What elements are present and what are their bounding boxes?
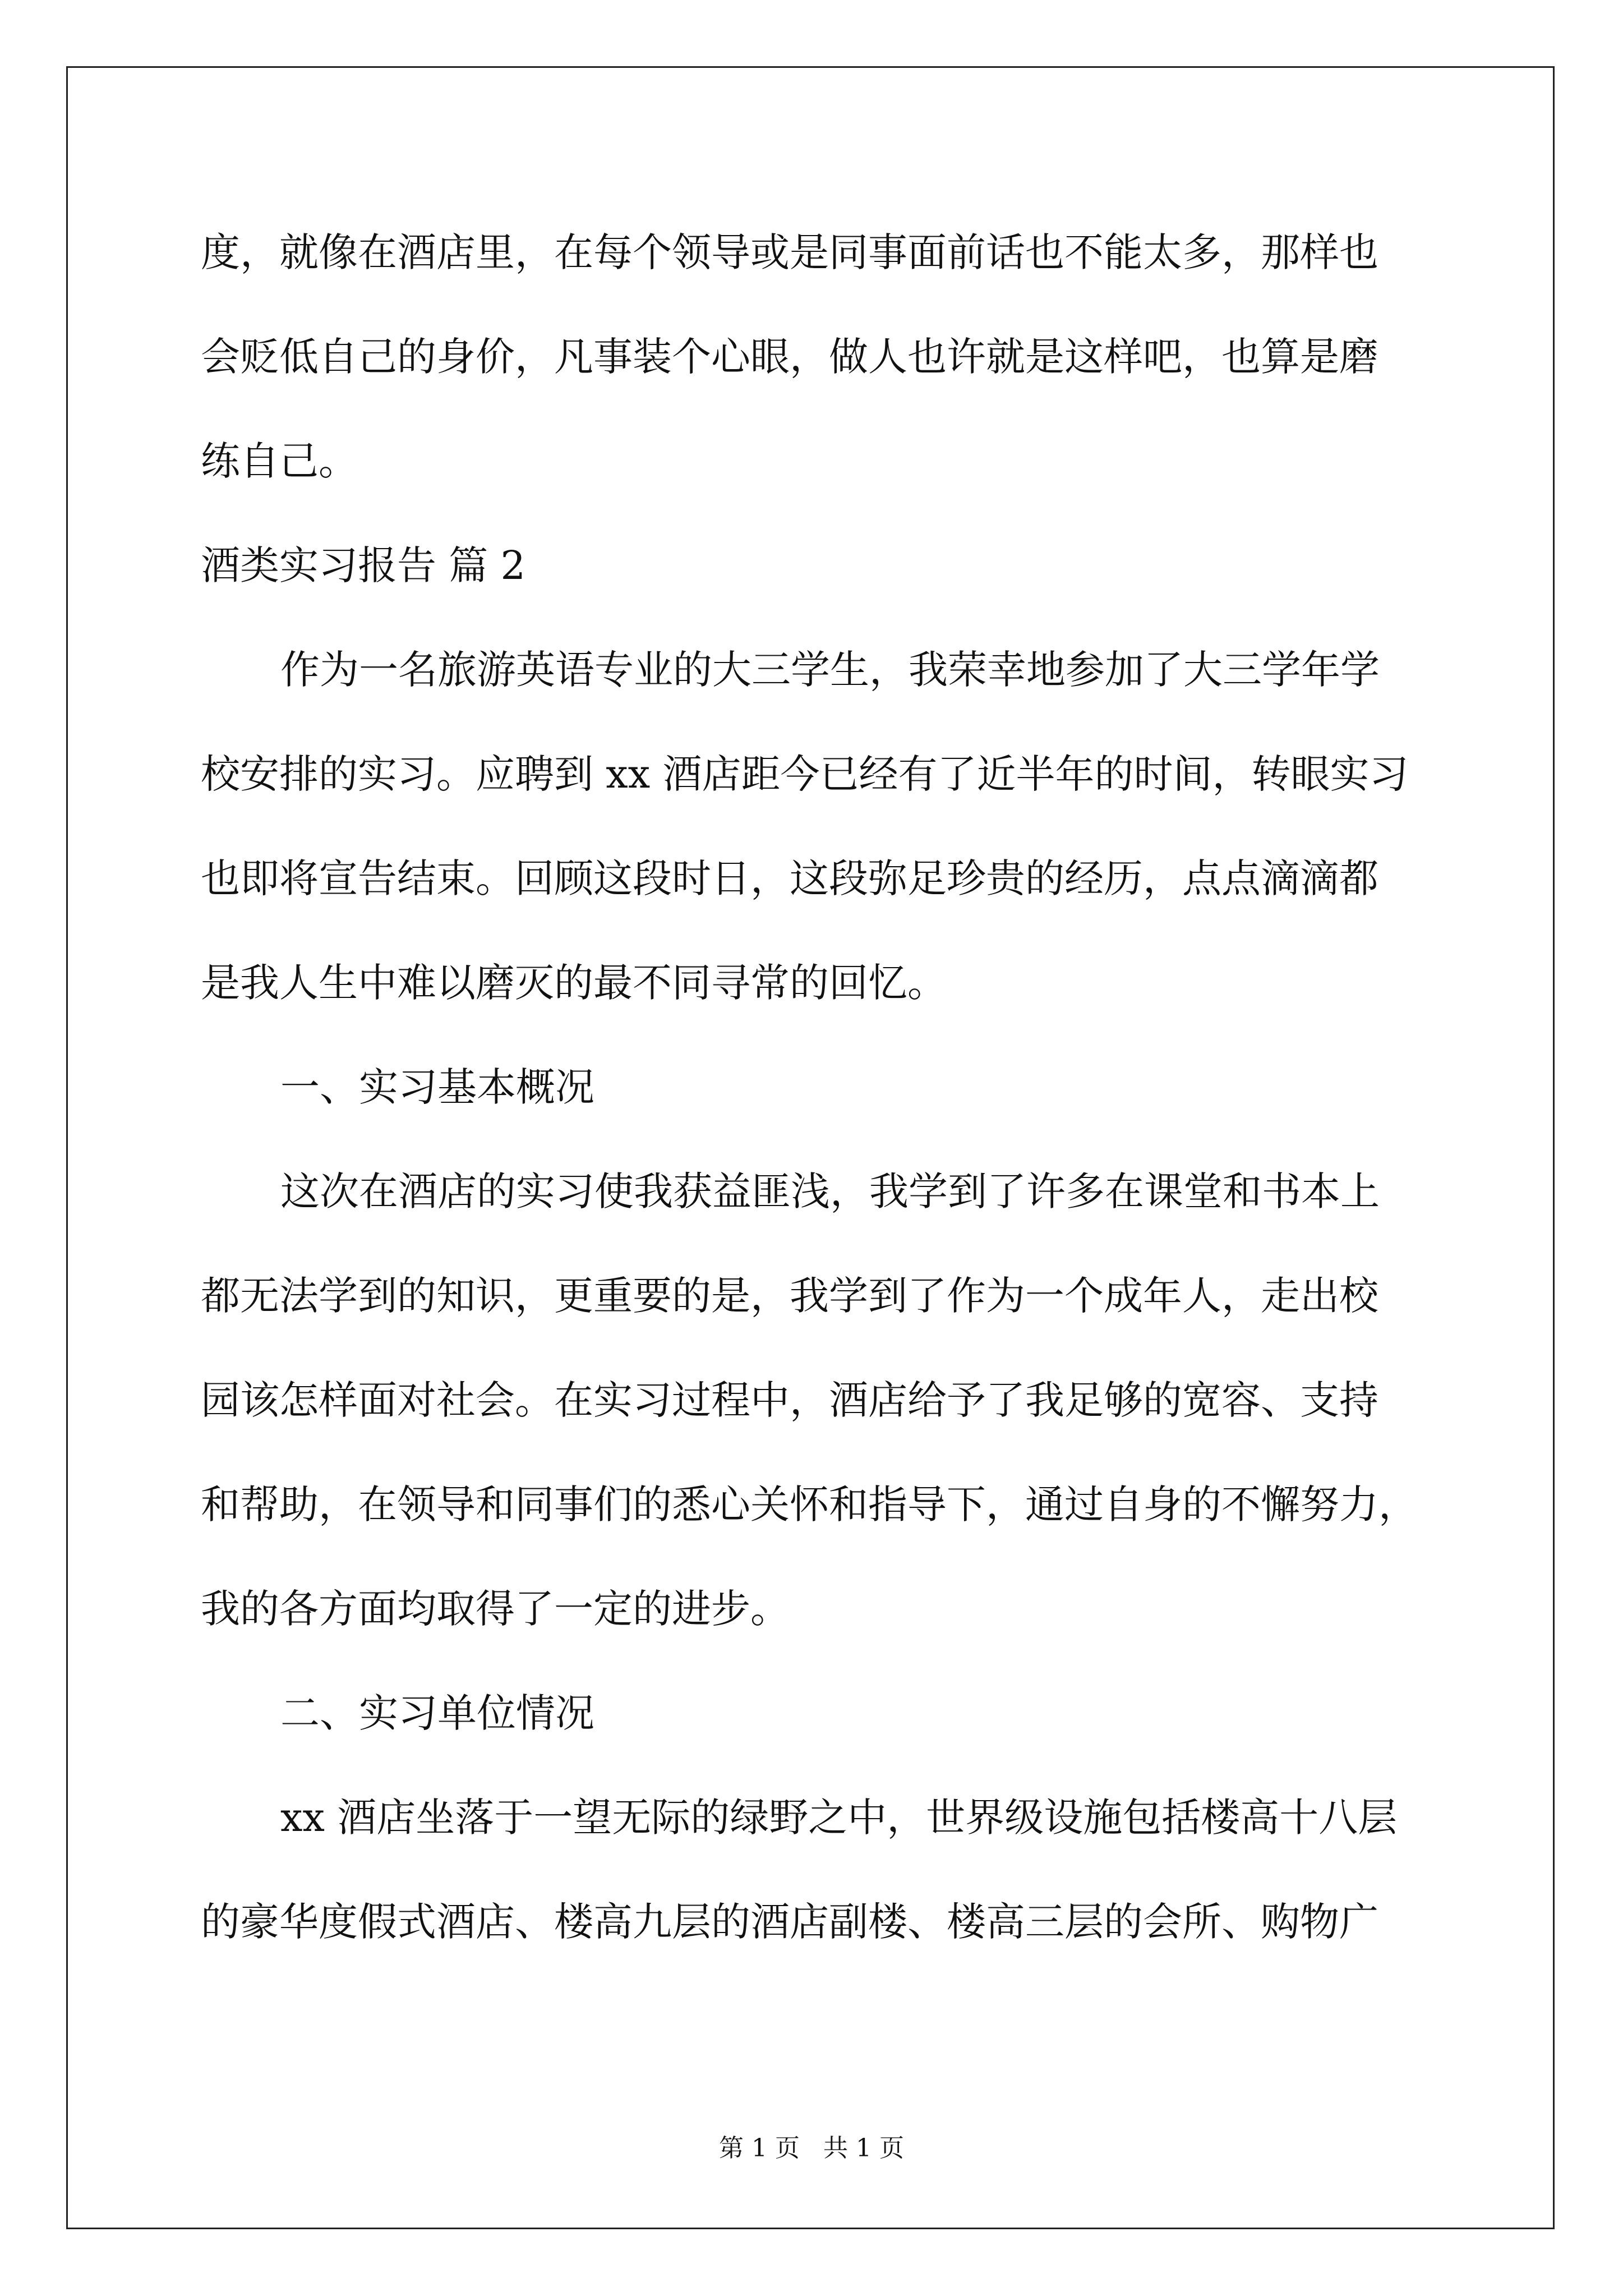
text-line-16: xx 酒店坐落于一望无际的绿野之中，世界级设施包括楼高十八层: [280, 1795, 1398, 1841]
text-line-3: 练自己。: [201, 438, 358, 484]
text-line-12: 园该怎样面对社会。在实习过程中，酒店给予了我足够的宽容、支持: [201, 1377, 1378, 1423]
section-heading: 酒类实习报告 篇 2: [201, 542, 526, 588]
text-line-7: 也即将宣告结束。回顾这段时日，这段弥足珍贵的经历，点点滴滴都: [201, 855, 1378, 901]
text-line-1: 度，就像在酒店里，在每个领导或是同事面前话也不能太多，那样也: [201, 229, 1378, 275]
page-footer: 第 1 页 共 1 页: [719, 2134, 904, 2162]
text-line-14: 我的各方面均取得了一定的进步。: [201, 1586, 790, 1632]
text-line-13: 和帮助，在领导和同事们的悉心关怀和指导下，通过自身的不懈努力，: [201, 1481, 1418, 1527]
subheading-unit: 二、实习单位情况: [280, 1690, 594, 1736]
text-line-10: 这次在酒店的实习使我获益匪浅，我学到了许多在课堂和书本上: [280, 1168, 1380, 1214]
text-line-2: 会贬低自己的身价，凡事装个心眼，做人也许就是这样吧，也算是磨: [201, 334, 1378, 380]
text-line-8: 是我人生中难以磨灭的最不同寻常的回忆。: [201, 960, 947, 1006]
text-line-6: 校安排的实习。应聘到 xx 酒店距今已经有了近半年的时间，转眼实习: [201, 751, 1409, 797]
text-line-17: 的豪华度假式酒店、楼高九层的酒店副楼、楼高三层的会所、购物广: [201, 1899, 1378, 1945]
document-body: [201, 216, 1423, 1990]
subheading-overview: 一、实习基本概况: [280, 1064, 594, 1110]
text-line-5: 作为一名旅游英语专业的大三学生，我荣幸地参加了大三学年学: [280, 647, 1380, 693]
text-line-11: 都无法学到的知识，更重要的是，我学到了作为一个成年人，走出校: [201, 1273, 1378, 1319]
